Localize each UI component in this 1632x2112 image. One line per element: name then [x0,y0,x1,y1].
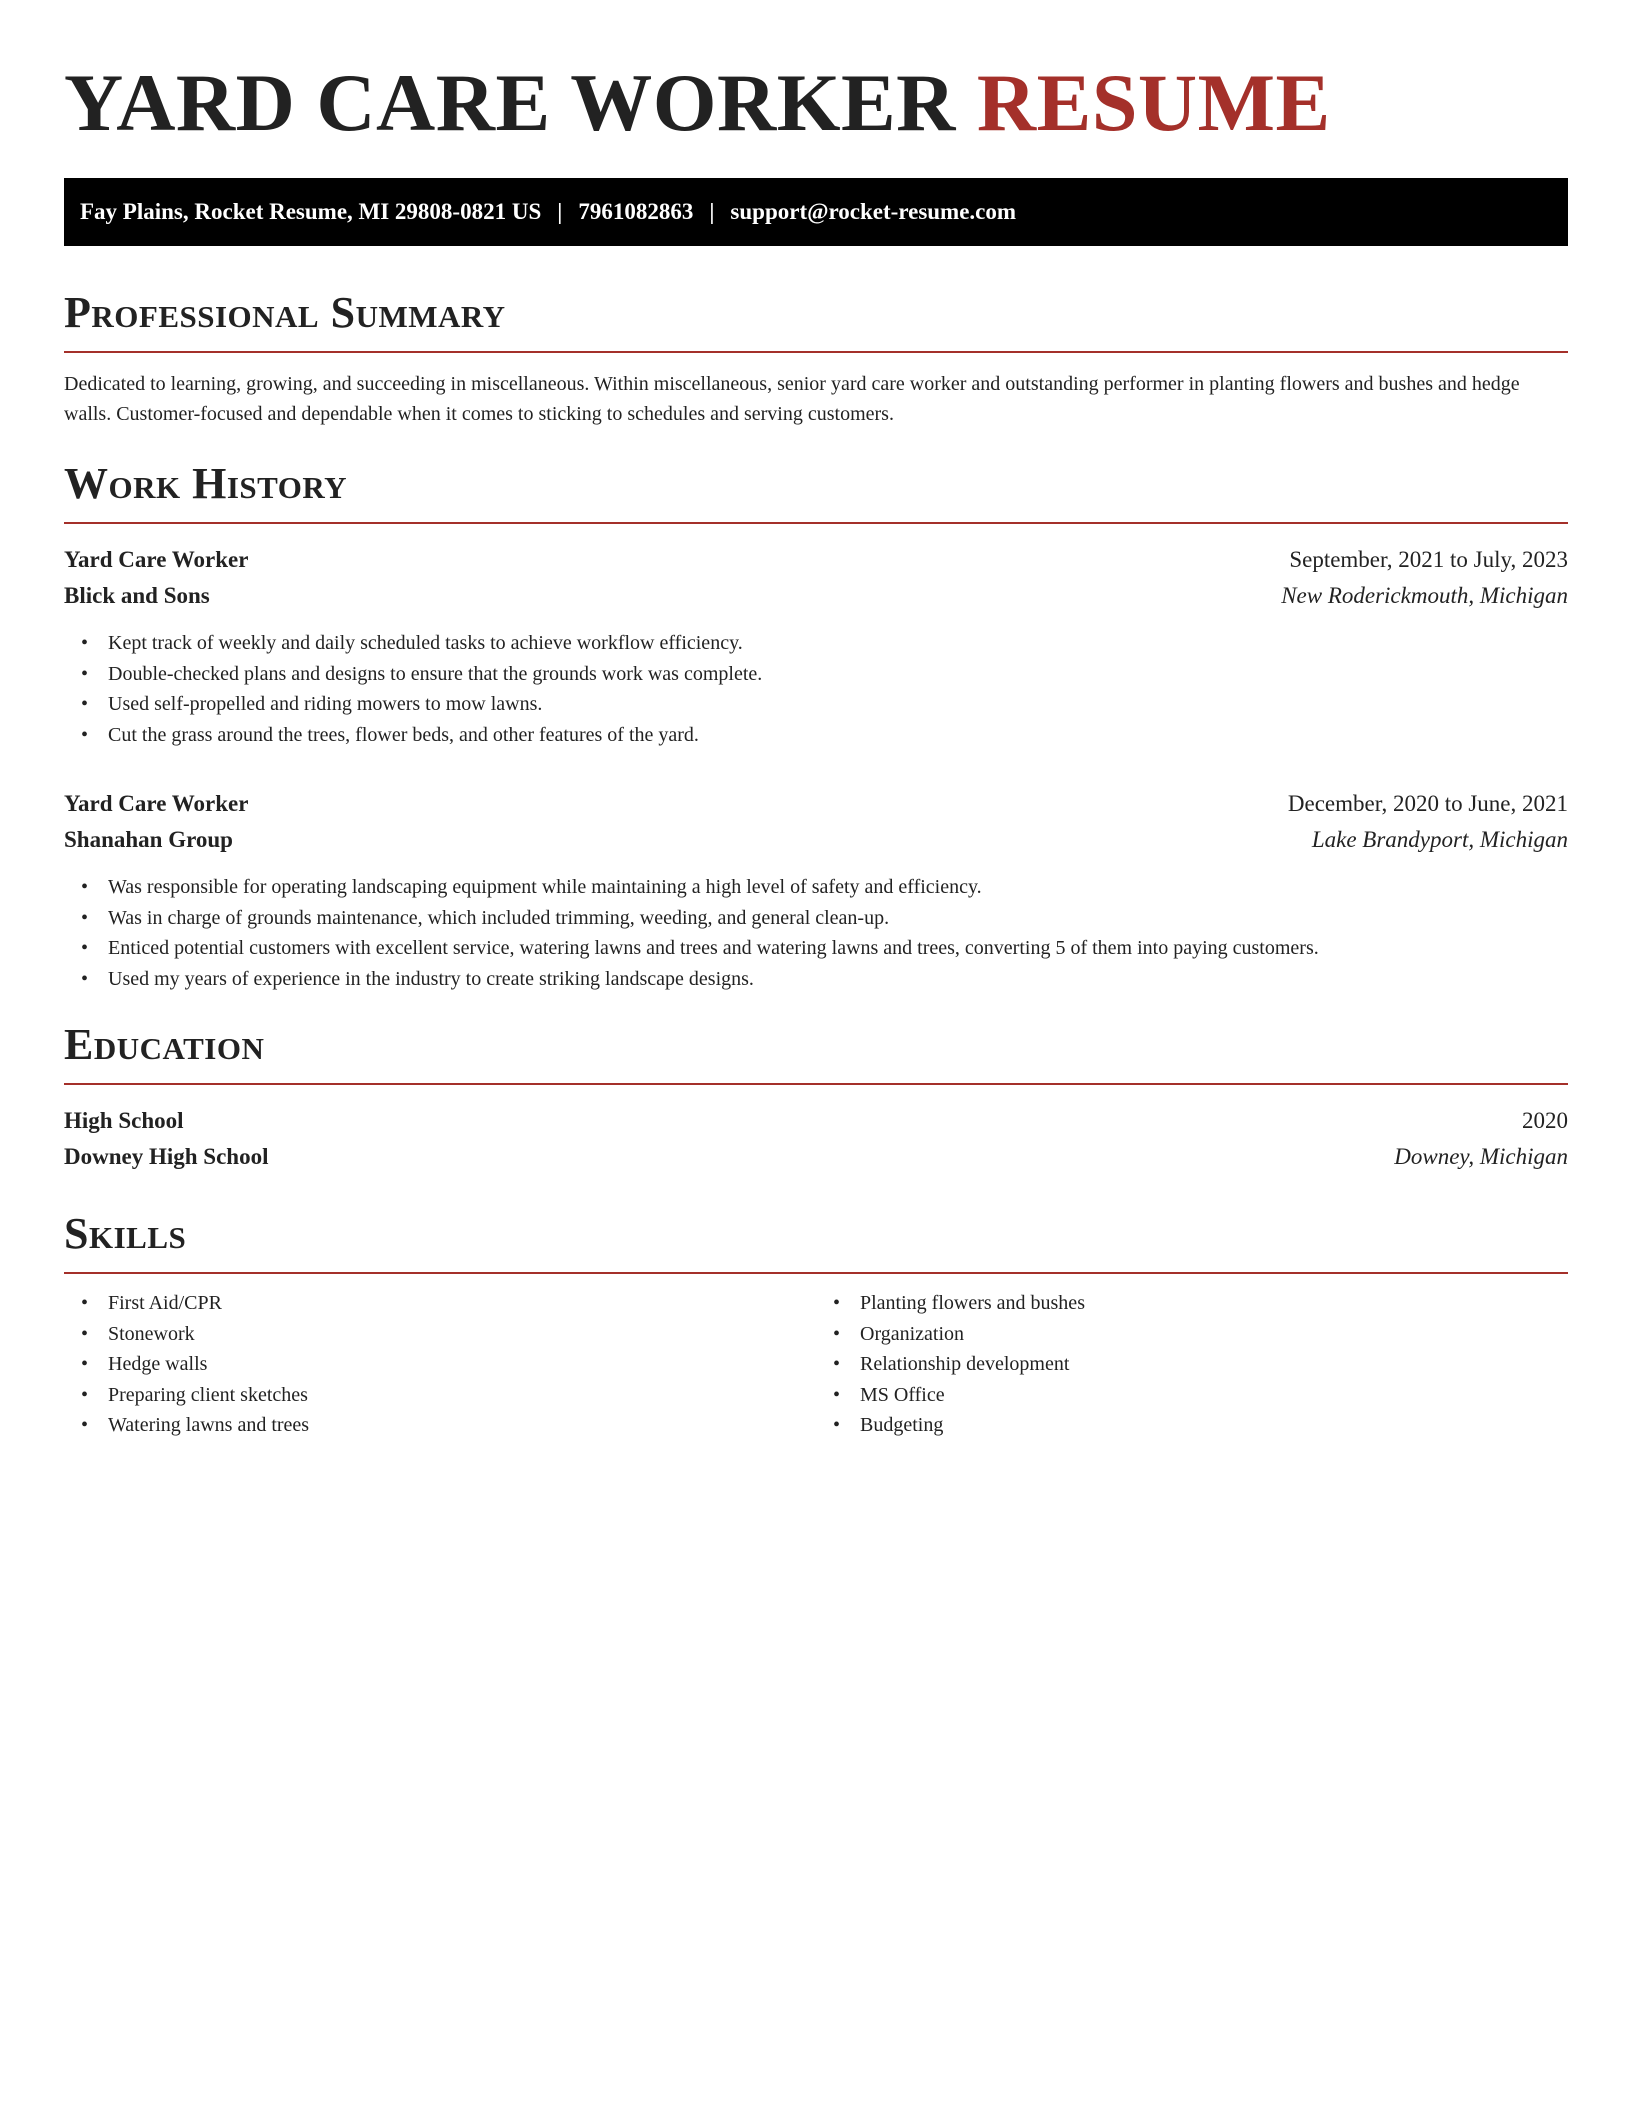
bullet-icon: • [81,876,89,898]
bullet-icon: • [81,1322,89,1345]
job-company: Shanahan Group [64,827,233,852]
resume-title [64,0,1568,151]
list-item [81,628,1568,659]
list-item [81,1288,816,1319]
bullet-icon: • [833,1322,841,1345]
list-item [833,1288,1568,1319]
job-company: Blick and Sons [64,583,210,608]
education-location: Downey, Michigan [1394,1144,1568,1169]
list-item [81,1380,816,1411]
education-school: Downey High School [64,1144,269,1169]
list-item-text: Used self-propelled and riding mowers to mow lawns. [108,693,543,715]
skills-left-column [64,1288,816,1441]
section-divider [64,351,1568,353]
resume-title-main: YARD CARE WORKER [64,57,956,148]
job-dates: September, 2021 to July, 2023 [1289,547,1568,572]
job-location: Lake Brandyport, Michigan [1311,827,1568,852]
list-item-text: Was in charge of grounds maintenance, which included trimming, weeding, and general clean-up. [108,906,890,929]
contact-address: Fay Plains, Rocket Resume, MI 29808-0821 US [80,199,542,224]
job-dates: December, 2020 to June, 2021 [1287,791,1568,816]
skill-text: Watering lawns and trees [108,1414,310,1436]
summary-heading: Professional Summary [64,288,506,337]
contact-separator: | [709,199,715,224]
education-entry [64,1103,1568,1175]
summary-text: Dedicated to learning, growing, and succeeding in miscellaneous. Within miscellaneous, senior yard care worker and outstanding performer in planting flowers and bushes and hedge walls. Customer-focused and dependable when it comes to sticking to schedules and serving customers. [64,373,1520,425]
bullet-icon: • [81,693,89,715]
skill-text: Preparing client sketches [108,1383,308,1406]
list-item [833,1349,1568,1380]
bullet-icon: • [81,906,89,929]
skill-text: Planting flowers and bushes [860,1292,1085,1314]
job-location: New Roderickmouth, Michigan [1281,583,1568,608]
list-item [81,689,1568,720]
education-year: 2020 [1522,1108,1568,1133]
bullet-icon: • [81,632,89,654]
list-item [81,1349,816,1380]
job-title: Yard Care Worker [64,547,249,572]
list-item [81,1319,816,1350]
bullet-icon: • [81,723,89,746]
bullet-icon: • [81,967,89,990]
bullet-icon: • [81,1353,89,1375]
list-item-text: Was responsible for operating landscaping equipment while maintaining a high level of safety and efficiency. [108,876,982,898]
education-heading: Education [64,1020,265,1069]
list-item [833,1380,1568,1411]
work-history-heading: Work History [64,459,348,508]
job-title: Yard Care Worker [64,791,249,816]
list-item [81,1410,816,1441]
list-item [833,1319,1568,1350]
bullet-icon: • [833,1292,841,1314]
list-item [81,872,1568,903]
bullet-icon: • [833,1353,841,1375]
section-divider [64,522,1568,524]
education-section [64,1020,1568,1175]
bullet-icon: • [81,1292,89,1314]
list-item-text: Kept track of weekly and daily scheduled tasks to achieve workflow efficiency. [108,632,743,654]
job-bullets [64,628,1568,750]
list-item-text: Used my years of experience in the industry to create striking landscape designs. [108,967,754,990]
work-history-section [64,459,1568,994]
section-divider [64,1083,1568,1085]
contact-phone: 7961082863 [578,199,694,224]
skill-text: Relationship development [860,1353,1070,1375]
list-item [81,720,1568,751]
list-item [81,964,1568,995]
bullet-icon: • [81,662,89,685]
job-entry [64,542,1568,750]
contact-separator: | [557,199,563,224]
list-item [833,1410,1568,1441]
job-entry [64,786,1568,994]
bullet-icon: • [81,1383,89,1406]
list-item [81,659,1568,690]
bullet-icon: • [81,1414,89,1436]
skill-text: Organization [860,1322,965,1345]
summary-section [64,288,1568,429]
skill-text: Hedge walls [108,1353,208,1375]
list-item-text: Cut the grass around the trees, flower beds, and other features of the yard. [108,723,699,746]
skills-right-column [816,1288,1568,1441]
contact-bar [64,178,1568,246]
skills-heading: Skills [64,1209,187,1258]
bullet-icon: • [833,1383,841,1406]
education-degree: High School [64,1108,184,1133]
skills-columns [64,1288,1568,1441]
contact-email: support@rocket-resume.com [730,199,1017,224]
list-item-text: Enticed potential customers with excellent service, watering lawns and trees and watering lawns and trees, converting 5 of them into paying customers. [108,937,1319,959]
bullet-icon: • [81,937,89,959]
skills-section [64,1209,1568,1441]
job-bullets [64,872,1568,994]
list-item-text: Double-checked plans and designs to ensure that the grounds work was complete. [108,662,763,685]
bullet-icon: • [833,1414,841,1436]
list-item [81,903,1568,934]
skill-text: MS Office [860,1383,945,1406]
resume-title-accent: RESUME [976,57,1331,148]
skill-text: First Aid/CPR [108,1292,222,1314]
section-divider [64,1272,1568,1274]
list-item [81,933,1568,964]
skill-text: Budgeting [860,1414,944,1436]
skill-text: Stonework [108,1322,195,1345]
